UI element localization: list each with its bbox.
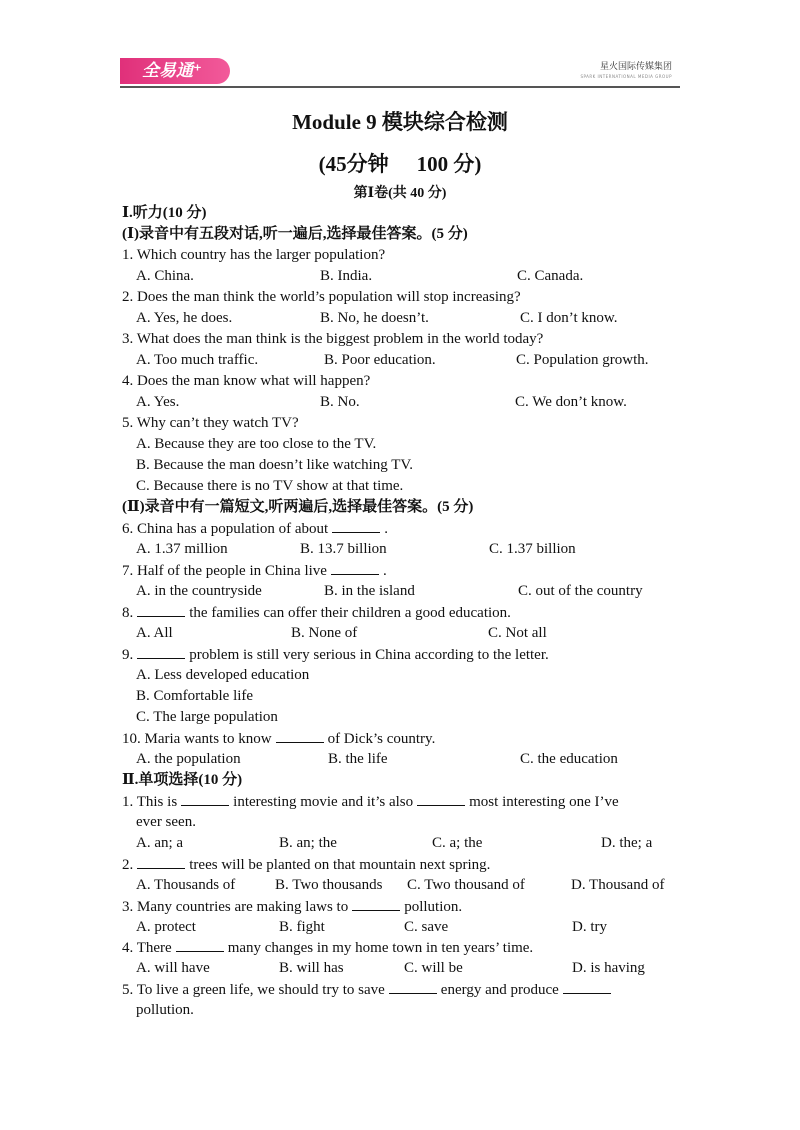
question [122, 518, 388, 539]
question-text: of Dick’s country. [327, 731, 436, 747]
option-b: B. fight [279, 919, 325, 935]
option-c: C. Canada. [517, 268, 584, 284]
answer-blank [137, 644, 185, 659]
option-c: C. out of the country [518, 583, 643, 599]
option-a: A. Thousands of [136, 877, 236, 893]
answer-blank [276, 728, 324, 743]
option-b: B. the life [328, 751, 388, 767]
question-text: 10. Maria wants to know [122, 731, 272, 747]
section-heading-listening: Ⅰ.听力(10 分) [122, 205, 207, 221]
question-text: many changes in my home town in ten years’ time. [227, 940, 534, 956]
option-a: A. protect [136, 919, 196, 935]
question-text: 9. [122, 647, 134, 663]
option-b: B. Because the man doesn’t like watching TV. [136, 457, 414, 473]
answer-blank [137, 854, 185, 869]
answer-blank [563, 979, 611, 994]
question-text: 2. [122, 857, 134, 873]
answer-blank [417, 791, 465, 806]
question-text: . [382, 563, 387, 579]
option-a: A. Yes. [136, 394, 180, 410]
answer-blank [181, 791, 229, 806]
answer-blank [332, 518, 380, 533]
option-b: B. in the island [324, 583, 415, 599]
answer-blank [137, 602, 185, 617]
question: 1. Which country has the larger population? [122, 247, 386, 263]
question-text: . [384, 521, 388, 537]
option-b: B. Poor education. [324, 352, 436, 368]
option-a: A. 1.37 million [136, 541, 228, 557]
brand-logo: 全易通⁺ [120, 58, 230, 84]
question [122, 937, 533, 958]
option-b: B. No, he doesn’t. [320, 310, 429, 326]
option-c: C. The large population [136, 709, 278, 725]
page-header [120, 56, 680, 86]
option-a: A. will have [136, 960, 210, 976]
option-b: B. an; the [279, 835, 337, 851]
answer-blank [176, 937, 224, 952]
option-a: A. Because they are too close to the TV. [136, 436, 377, 452]
question: 5. Why can’t they watch TV? [122, 415, 299, 431]
option-c: C. will be [404, 960, 463, 976]
option-a: A. Yes, he does. [136, 310, 233, 326]
option-b: B. India. [320, 268, 373, 284]
option-d: D. try [572, 919, 607, 935]
question-continued: pollution. [136, 1002, 194, 1018]
question-text: 1. This is [122, 794, 178, 810]
question: 4. Does the man know what will happen? [122, 373, 371, 389]
option-b: B. 13.7 billion [300, 541, 387, 557]
question-text: 3. Many countries are making laws to [122, 899, 349, 915]
option-d: D. Thousand of [571, 877, 665, 893]
subsection-heading-2: (Ⅱ)录音中有一篇短文,听两遍后,选择最佳答案。(5 分) [122, 499, 474, 515]
question-text: trees will be planted on that mountain next spring. [189, 857, 491, 873]
option-a: A. Too much traffic. [136, 352, 259, 368]
option-a: A. an; a [136, 835, 184, 851]
option-c: C. 1.37 billion [489, 541, 576, 557]
section-heading-choice: Ⅱ.单项选择(10 分) [122, 772, 243, 788]
subsection-heading-1: (Ⅰ)录音中有五段对话,听一遍后,选择最佳答案。(5 分) [122, 226, 468, 242]
page-title: Module 9 模块综合检测 [292, 110, 508, 134]
option-c: C. a; the [432, 835, 483, 851]
publisher-label: 星火国际传媒集团 [599, 62, 672, 72]
score-label: 100 分) [416, 152, 482, 176]
question [122, 728, 435, 749]
option-a: A. All [136, 625, 173, 641]
option-c: C. the education [520, 751, 618, 767]
publisher-sub-label: SPARK INTERNATIONAL MEDIA GROUP [580, 74, 672, 79]
answer-blank [331, 560, 379, 575]
question [122, 644, 549, 665]
option-c: C. We don’t know. [515, 394, 627, 410]
question [122, 791, 619, 812]
publisher-name [580, 62, 672, 82]
question-text: 6. China has a population of about [122, 521, 329, 537]
option-b: B. Two thousands [275, 877, 383, 893]
option-c: C. Because there is no TV show at that time. [136, 478, 404, 494]
option-b: B. will has [279, 960, 344, 976]
option-c: C. Two thousand of [407, 877, 525, 893]
option-a: A. Less developed education [136, 667, 310, 683]
question [122, 854, 490, 875]
question-text: 5. To live a green life, we should try to save [122, 982, 385, 998]
option-b: B. None of [291, 625, 358, 641]
option-b: B. Comfortable life [136, 688, 254, 704]
option-c: C. Not all [488, 625, 547, 641]
option-c: C. Population growth. [516, 352, 649, 368]
question [122, 896, 462, 917]
volume-heading: 第Ⅰ卷(共 40 分) [353, 186, 447, 201]
option-c: C. I don’t know. [520, 310, 618, 326]
answer-blank [389, 979, 437, 994]
option-b: B. No. [320, 394, 360, 410]
question-text: problem is still very serious in China according to the letter. [189, 647, 549, 663]
question-text: most interesting one I’ve [469, 794, 619, 810]
answer-blank [352, 896, 400, 911]
question-text: 7. Half of the people in China live [122, 563, 327, 579]
option-a: A. China. [136, 268, 194, 284]
option-c: C. save [404, 919, 449, 935]
question-text: 4. There [122, 940, 172, 956]
option-a: A. in the countryside [136, 583, 262, 599]
question-text: interesting movie and it’s also [233, 794, 414, 810]
question: 2. Does the man think the world’s population will stop increasing? [122, 289, 521, 305]
question [122, 560, 387, 581]
question-text: energy and produce [440, 982, 559, 998]
question [122, 979, 615, 1000]
time-score [0, 148, 800, 178]
question [122, 602, 511, 623]
question-continued: ever seen. [136, 814, 196, 830]
option-d: D. is having [572, 960, 645, 976]
question-text: 8. [122, 605, 134, 621]
question: 3. What does the man think is the biggest problem in the world today? [122, 331, 544, 347]
question-text: the families can offer their children a good education. [189, 605, 511, 621]
header-rule [120, 86, 680, 88]
question-text: pollution. [404, 899, 463, 915]
option-d: D. the; a [601, 835, 653, 851]
option-a: A. the population [136, 751, 241, 767]
time-label: (45分钟 [318, 152, 389, 176]
